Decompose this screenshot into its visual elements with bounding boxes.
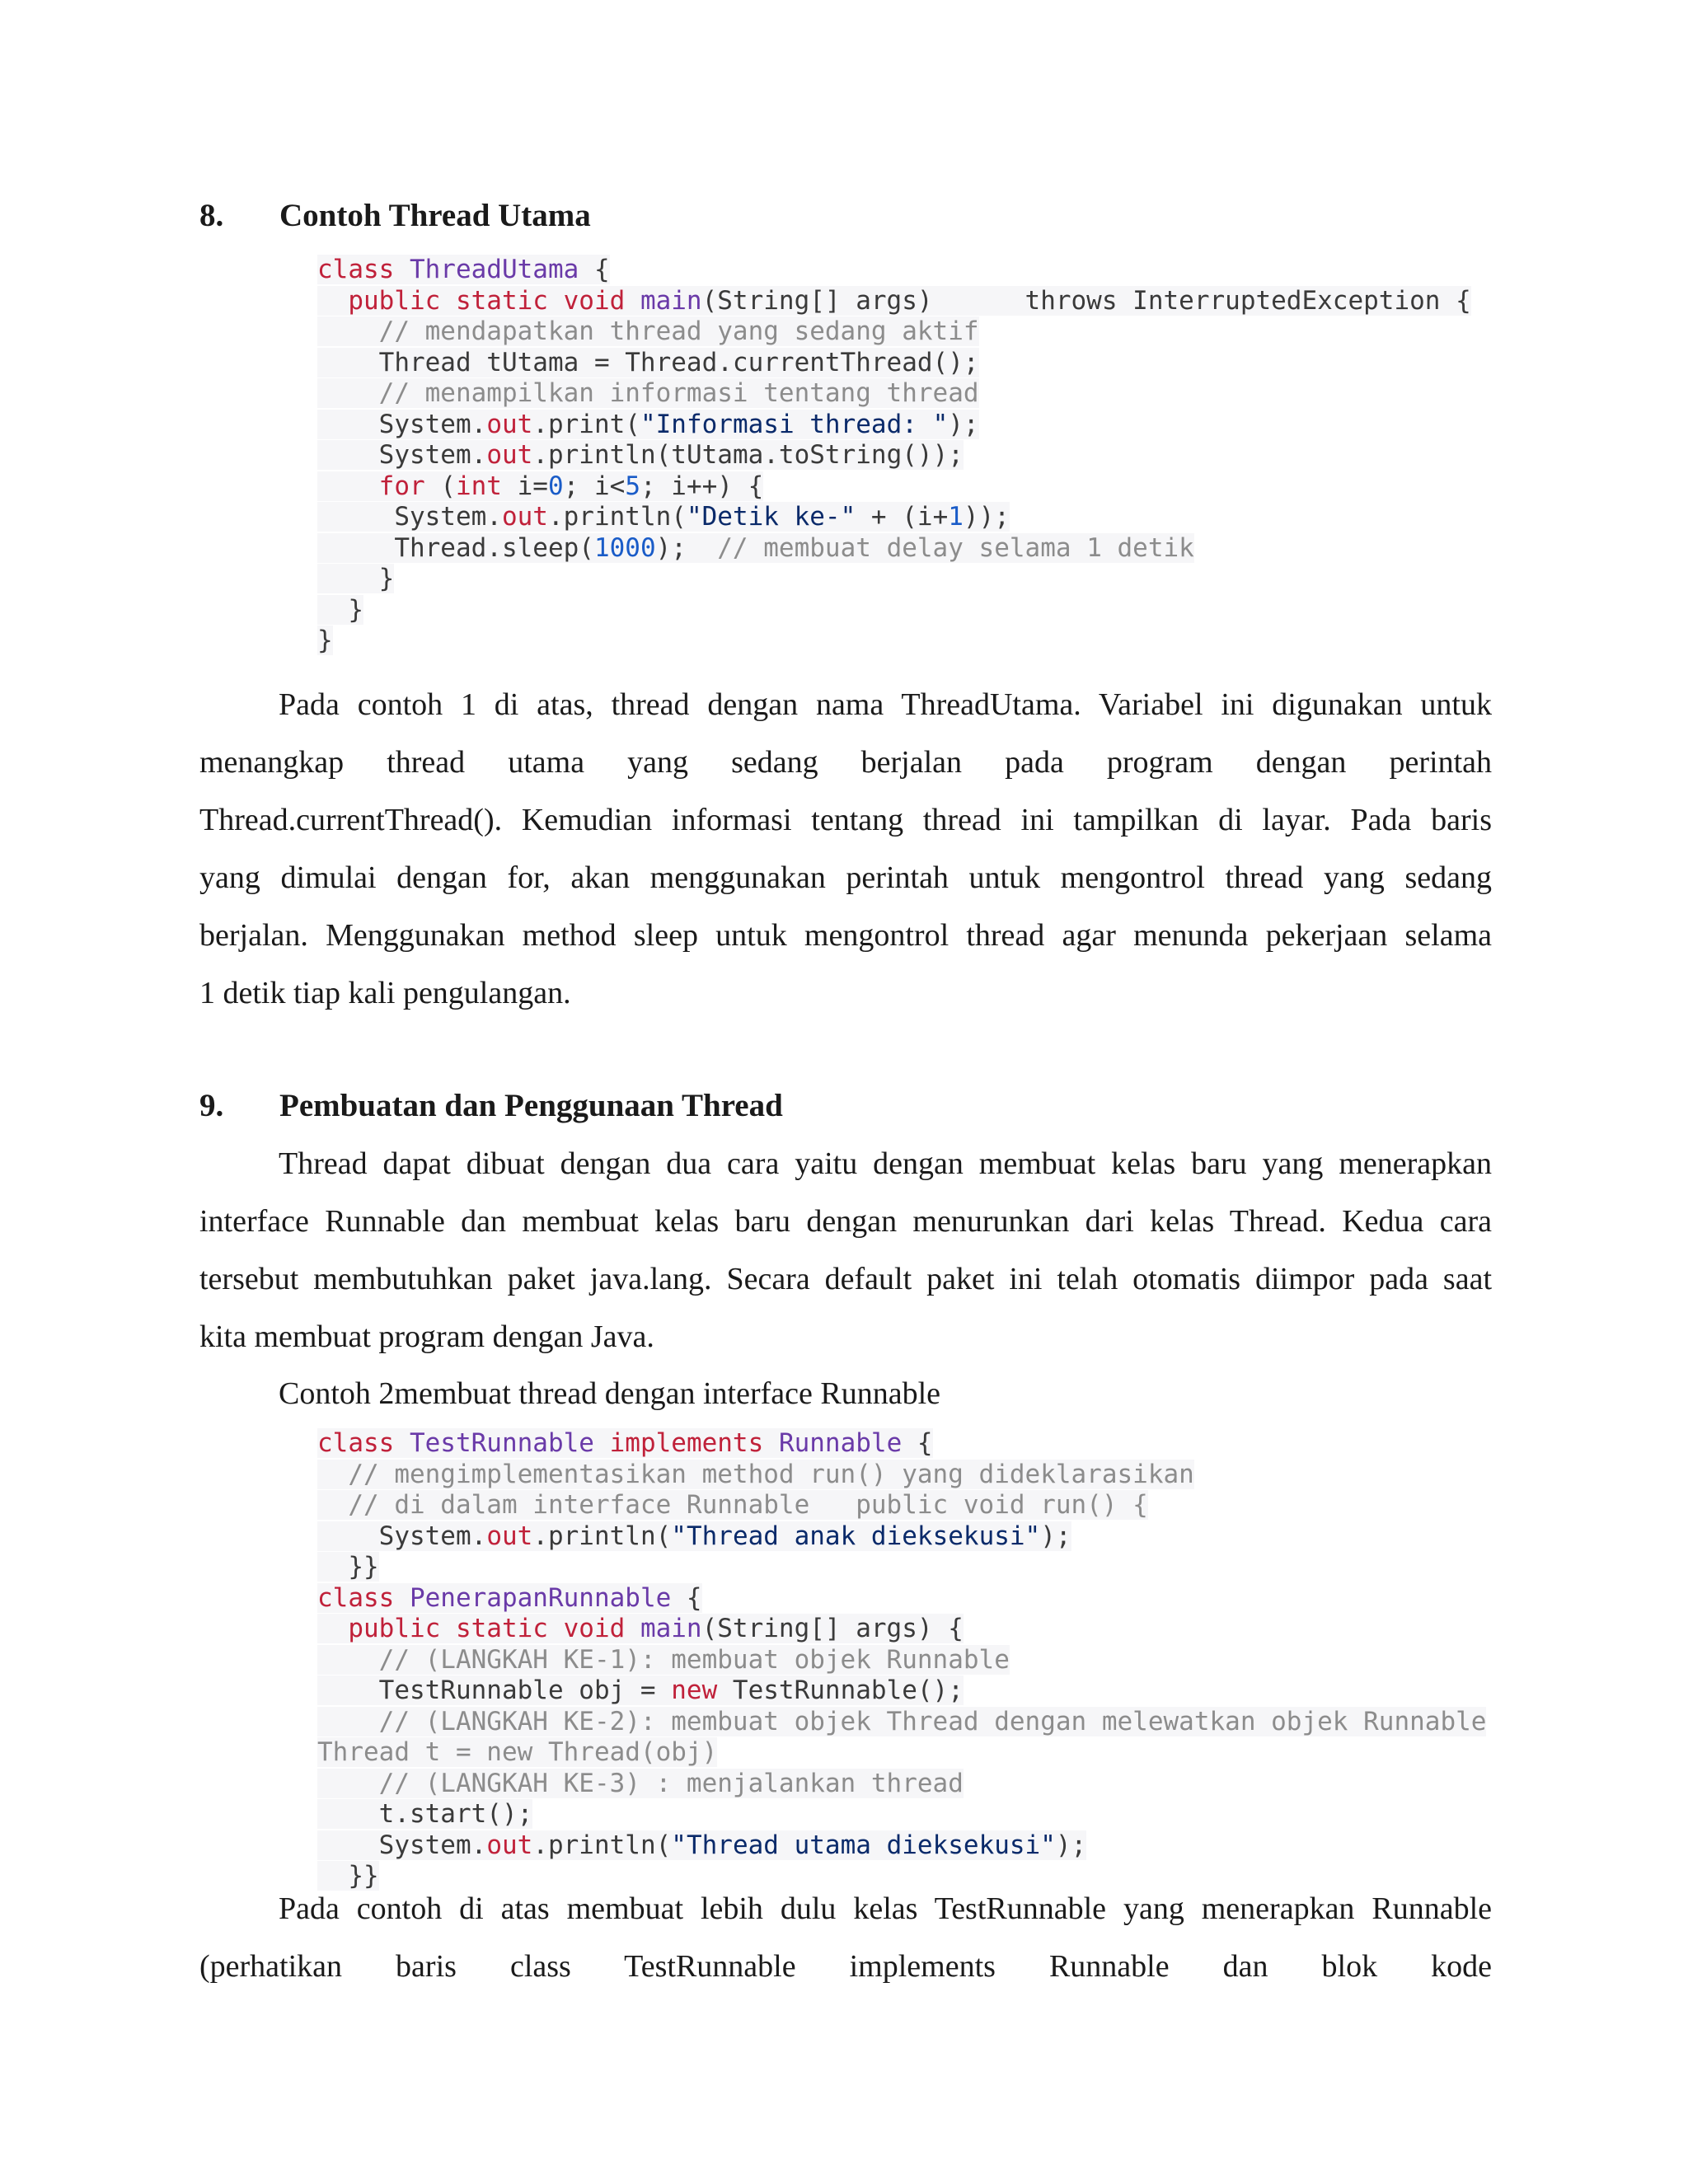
- code-block-thread-utama: [317, 255, 1471, 657]
- code-line: [317, 1521, 1486, 1553]
- code-token: }}: [317, 1552, 379, 1582]
- code-token: [317, 471, 379, 501]
- code-token: // (LANGKAH KE-1): membuat objek Runnable: [317, 1644, 1010, 1675]
- paragraph-line: tersebut membutuhkan paket java.lang. Secara default paket ini telah otomatis diimpor pada saat: [199, 1262, 1492, 1296]
- paragraph-thread-utama-explanation: [199, 676, 1492, 1022]
- paragraph-line: (perhatikan baris class TestRunnable implements Runnable dan blok kode: [199, 1949, 1492, 1984]
- code-token: // mendapatkan thread yang sedang aktif: [317, 316, 979, 346]
- code-token: Thread.sleep(: [317, 532, 594, 563]
- code-line: [317, 533, 1471, 565]
- code-token: public static void: [348, 285, 640, 316]
- code-line: [317, 564, 1471, 595]
- code-line: [317, 378, 1471, 410]
- code-token: class: [317, 255, 410, 284]
- code-token: // (LANGKAH KE-3) : menjalankan thread: [317, 1768, 964, 1798]
- code-line: [317, 471, 1471, 503]
- code-line: [317, 1675, 1486, 1707]
- code-line: [317, 1645, 1486, 1676]
- paragraph-line: Thread.currentThread(). Kemudian informasi tentang thread ini tampilkan di layar. Pada baris: [199, 803, 1492, 837]
- code-token: .println(: [547, 502, 687, 532]
- code-token: implements: [609, 1428, 779, 1458]
- paragraph-thread-creation: [199, 1135, 1492, 1366]
- code-line: [317, 255, 1471, 286]
- code-line: [317, 1428, 1486, 1460]
- code-token: {: [902, 1428, 933, 1458]
- code-token: 1: [948, 502, 964, 532]
- code-line: [317, 1614, 1486, 1645]
- code-token: );: [1040, 1521, 1071, 1551]
- section-8-title: Contoh Thread Utama: [279, 198, 591, 233]
- code-token: [317, 1614, 348, 1643]
- code-line: [317, 1737, 1486, 1769]
- paragraph-line: kita membuat program dengan Java.: [199, 1319, 654, 1354]
- code-line: [317, 1769, 1486, 1800]
- code-line: [317, 286, 1471, 317]
- code-token: System.: [317, 1830, 487, 1860]
- code-token: System.: [317, 409, 487, 439]
- code-token: for: [378, 471, 425, 501]
- code-line: [317, 1490, 1486, 1521]
- code-token: t.start();: [317, 1799, 533, 1829]
- code-token: Thread t = new Thread(obj): [317, 1737, 718, 1767]
- code-line: [317, 1830, 1486, 1862]
- code-token: }: [317, 626, 333, 655]
- code-token: TestRunnable: [409, 1428, 610, 1458]
- code-token: TestRunnable obj =: [317, 1675, 672, 1705]
- code-line: [317, 626, 1471, 657]
- code-token: // di dalam interface Runnable public void run() {: [317, 1490, 1148, 1520]
- code-token: {: [579, 255, 610, 284]
- code-token: ; i<: [563, 471, 626, 501]
- paragraph-line: berjalan. Menggunakan method sleep untuk mengontrol thread agar menunda pekerjaan selama: [199, 918, 1492, 953]
- code-token: (String[] args) {: [701, 1614, 964, 1643]
- code-token: out: [486, 409, 533, 439]
- paragraph-runnable-explanation: [199, 1880, 1492, 1995]
- code-token: [317, 286, 348, 316]
- code-token: }: [317, 594, 363, 625]
- code-token: TestRunnable();: [717, 1675, 964, 1705]
- code-line: [317, 1552, 1486, 1583]
- code-token: );: [655, 532, 718, 563]
- paragraph-line: 1 detik tiap kali pengulangan.: [199, 976, 571, 1010]
- code-token: class: [317, 1582, 410, 1613]
- code-token: 0: [547, 471, 564, 501]
- code-token: ));: [963, 502, 1010, 532]
- code-token: (: [424, 471, 456, 501]
- code-token: (String[] args) throws InterruptedException {: [701, 285, 1471, 316]
- code-token: 1000: [593, 532, 656, 563]
- code-token: .println(tUtama.toString());: [532, 440, 964, 470]
- code-token: 5: [625, 471, 640, 501]
- code-token: PenerapanRunnable: [409, 1582, 672, 1613]
- code-token: ThreadUtama: [409, 255, 579, 284]
- code-token: main: [640, 285, 702, 316]
- code-token: out: [486, 440, 533, 470]
- paragraph-line: Thread dapat dibuat dengan dua cara yaitu dengan membuat kelas baru yang menerapkan: [279, 1146, 1492, 1181]
- code-token: );: [948, 409, 979, 439]
- code-token: }}: [317, 1861, 379, 1891]
- code-line: [317, 595, 1471, 626]
- code-token: class: [317, 1428, 410, 1458]
- code-token: "Informasi thread: ": [640, 409, 949, 439]
- code-line: [317, 1460, 1486, 1491]
- paragraph-line: Pada contoh di atas membuat lebih dulu kelas TestRunnable yang menerapkan Runnable: [279, 1891, 1492, 1926]
- code-line: [317, 440, 1471, 471]
- paragraph-line: yang dimulai dengan for, akan menggunakan perintah untuk mengontrol thread yang sedang: [199, 860, 1492, 895]
- code-token: System.: [317, 502, 502, 532]
- code-line: [317, 410, 1471, 441]
- code-block-runnable: [317, 1428, 1486, 1892]
- code-line: [317, 1583, 1486, 1615]
- code-token: Runnable: [778, 1428, 903, 1458]
- code-token: .println(: [532, 1830, 672, 1860]
- code-token: // mengimplementasikan method run() yang dideklarasikan: [317, 1459, 1194, 1489]
- code-token: ; i++) {: [640, 471, 764, 501]
- code-token: // membuat delay selama 1 detik: [717, 532, 1194, 563]
- code-line: [317, 348, 1471, 379]
- code-token: "Detik ke-": [686, 502, 856, 532]
- section-9-title: Pembuatan dan Penggunaan Thread: [279, 1088, 783, 1123]
- code-token: System.: [317, 440, 487, 470]
- code-token: System.: [317, 1521, 487, 1551]
- code-token: i=: [501, 471, 548, 501]
- paragraph-line: interface Runnable dan membuat kelas baru dengan menurunkan dari kelas Thread. Kedua cara: [199, 1204, 1492, 1239]
- code-token: {: [671, 1582, 702, 1613]
- section-8-number: 8.: [199, 198, 224, 233]
- code-line: [317, 316, 1471, 348]
- code-token: out: [501, 502, 548, 532]
- code-token: new: [671, 1675, 718, 1705]
- code-line: [317, 502, 1471, 533]
- example-2-caption: [199, 1365, 1492, 1422]
- code-token: }: [317, 564, 395, 593]
- code-token: out: [486, 1830, 533, 1860]
- code-line: [317, 1799, 1486, 1830]
- code-token: "Thread utama dieksekusi": [671, 1830, 1056, 1860]
- code-line: [317, 1707, 1486, 1738]
- code-token: // (LANGKAH KE-2): membuat objek Thread dengan melewatkan objek Runnable: [317, 1706, 1487, 1736]
- code-token: "Thread anak dieksekusi": [671, 1521, 1041, 1551]
- paragraph-line: Contoh 2membuat thread dengan interface Runnable: [279, 1376, 941, 1411]
- code-token: public static void: [348, 1614, 640, 1643]
- code-token: );: [1055, 1830, 1087, 1860]
- code-token: main: [640, 1614, 702, 1643]
- section-9-number: 9.: [199, 1088, 224, 1123]
- code-token: // menampilkan informasi tentang thread: [317, 378, 979, 408]
- code-token: .println(: [532, 1521, 672, 1551]
- code-token: Thread tUtama = Thread.currentThread();: [317, 347, 979, 377]
- code-token: out: [486, 1521, 533, 1551]
- paragraph-line: menangkap thread utama yang sedang berjalan pada program dengan perintah: [199, 745, 1492, 780]
- code-token: + (i+: [856, 502, 949, 532]
- code-token: .print(: [532, 409, 640, 439]
- paragraph-line: Pada contoh 1 di atas, thread dengan nama ThreadUtama. Variabel ini digunakan untuk: [279, 687, 1492, 722]
- code-token: int: [455, 471, 502, 501]
